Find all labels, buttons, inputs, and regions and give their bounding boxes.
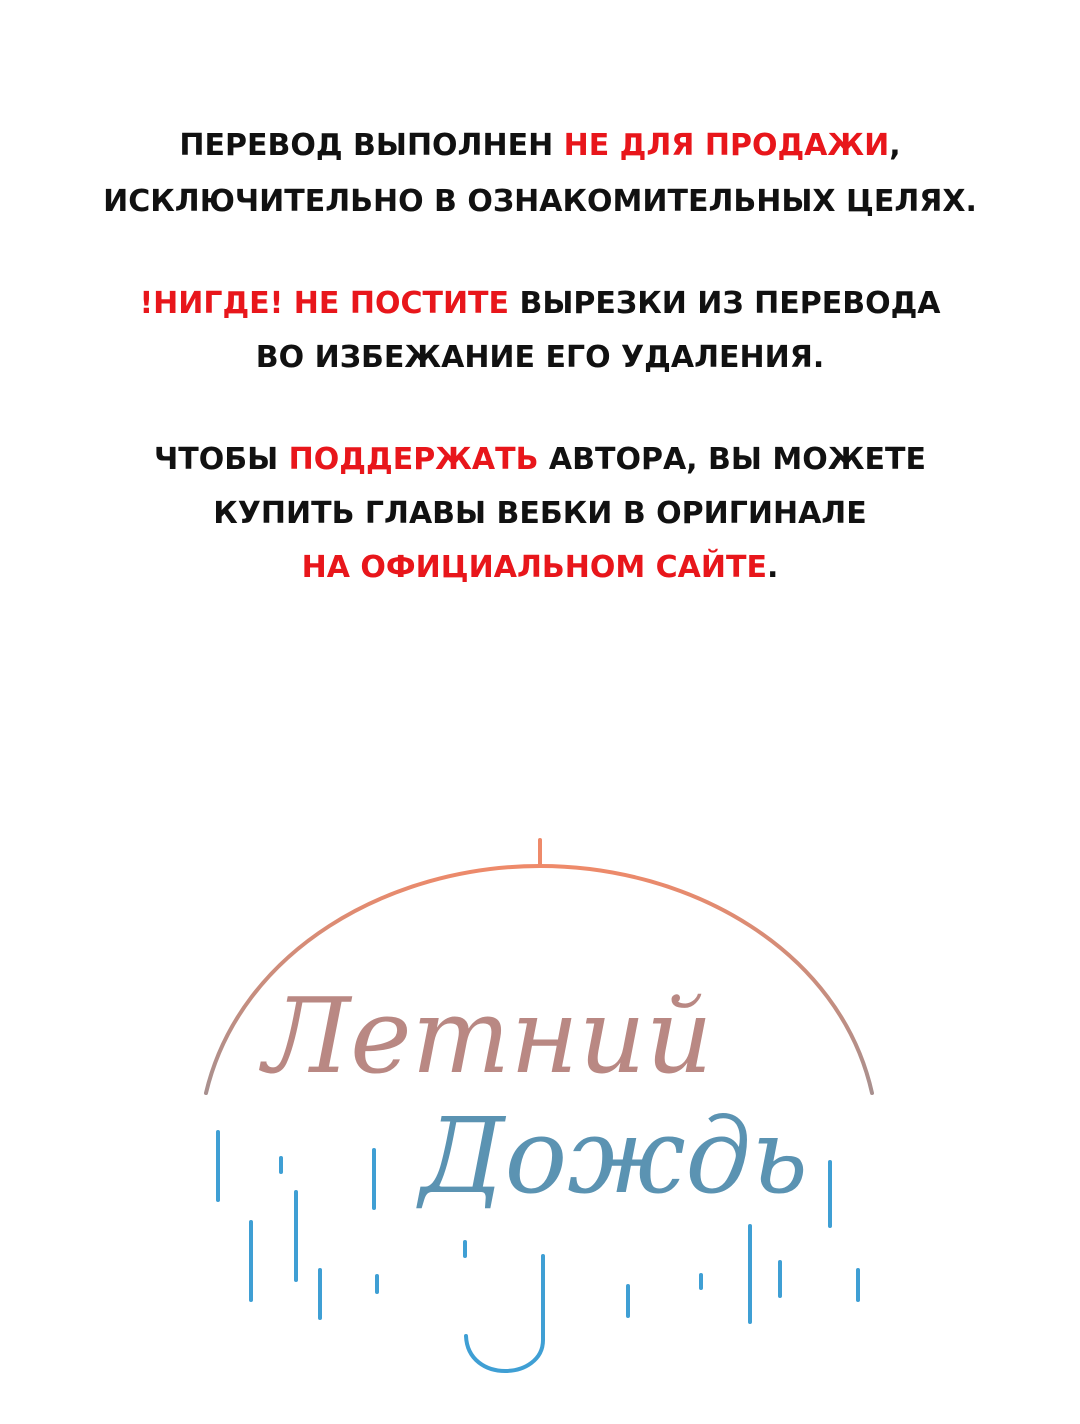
notice-line-2: ИСКЛЮЧИТЕЛЬНО В ОЗНАКОМИТЕЛЬНЫХ ЦЕЛЯХ. bbox=[103, 184, 977, 219]
logo-word-summer: Летний bbox=[263, 975, 713, 1097]
notice-line-6: КУПИТЬ ГЛАВЫ ВЕБКИ В ОРИГИНАЛЕ bbox=[213, 496, 867, 531]
notice-line-1-text: ПЕРЕВОД ВЫПОЛНЕН bbox=[179, 128, 564, 163]
notice-line-4: ВО ИЗБЕЖАНИЕ ЕГО УДАЛЕНИЯ. bbox=[255, 340, 825, 375]
notice-line-3-text: ВЫРЕЗКИ ИЗ ПЕРЕВОДА bbox=[509, 286, 941, 321]
notice-line-1-comma: , bbox=[889, 128, 901, 163]
official-site-highlight: НА ОФИЦИАЛЬНОМ САЙТЕ bbox=[301, 550, 767, 585]
notice-line-5-text-b: АВТОРА, ВЫ МОЖЕТЕ bbox=[538, 442, 926, 477]
notice-line-7-period: . bbox=[766, 550, 779, 585]
do-not-post-highlight: !НИГДЕ! НЕ ПОСТИТЕ bbox=[139, 286, 510, 321]
notice-line-5-text-a: ЧТОБЫ bbox=[154, 442, 289, 477]
not-for-sale-highlight: НЕ ДЛЯ ПРОДАЖИ bbox=[563, 128, 890, 163]
logo-word-rain: Дождь bbox=[420, 1095, 808, 1217]
support-highlight: ПОДДЕРЖАТЬ bbox=[288, 442, 539, 477]
umbrella-handle bbox=[466, 1256, 543, 1371]
